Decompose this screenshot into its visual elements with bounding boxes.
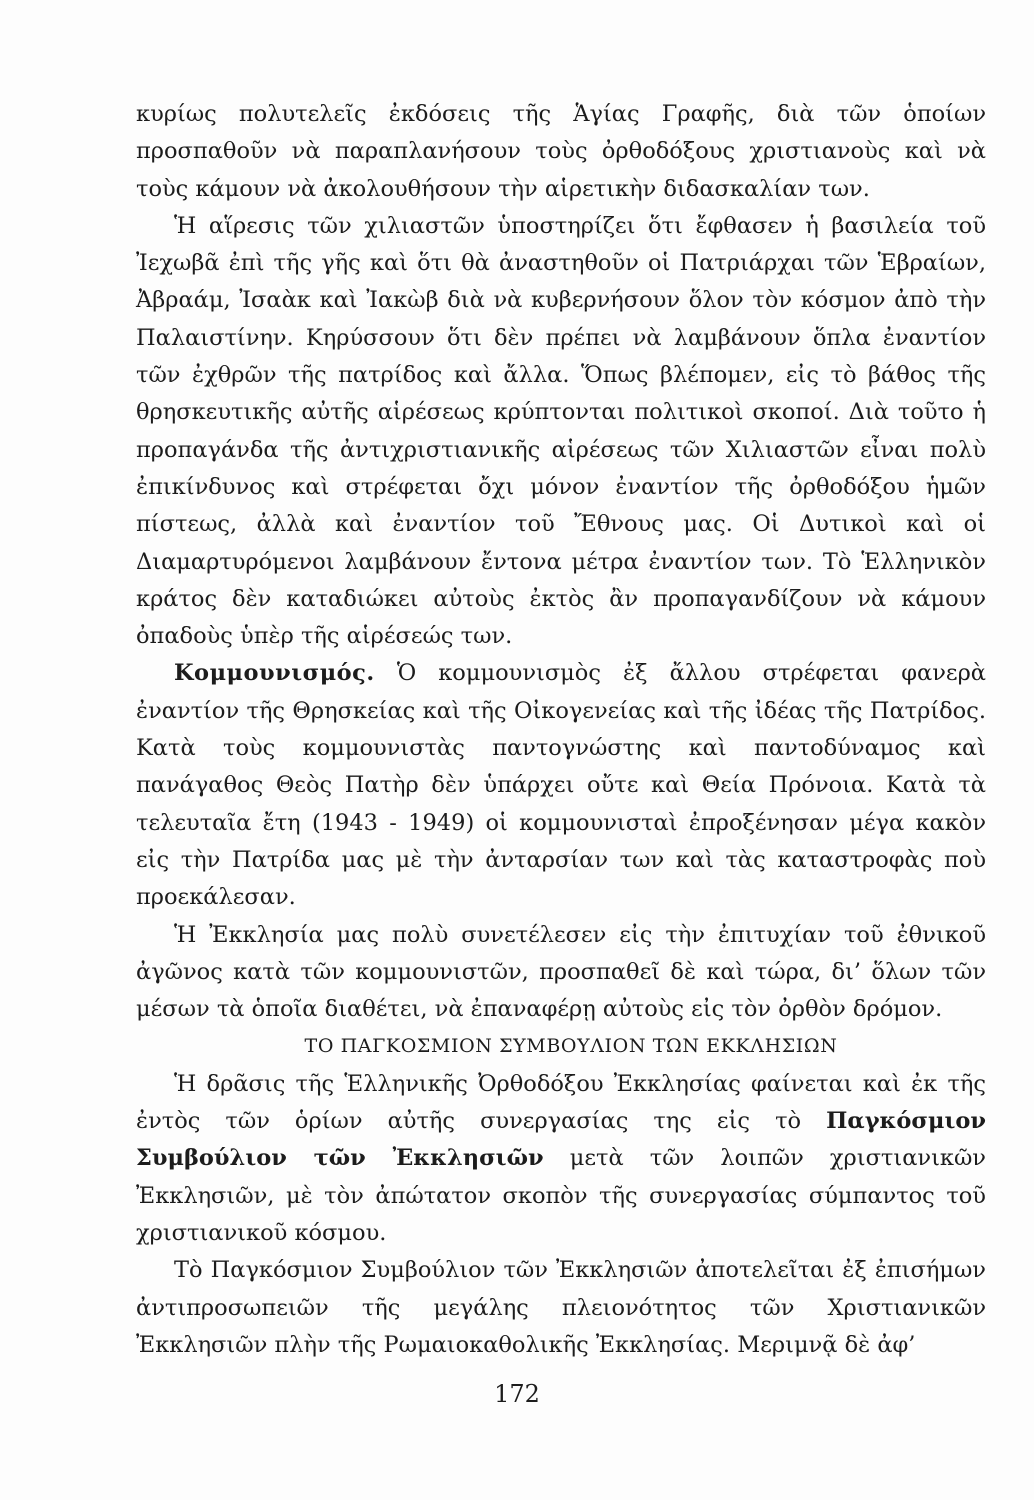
paragraph-3 [136,655,986,916]
paragraph-5-post: μετὰ τῶν λοιπῶν χριστιανικῶν Ἐκκλησιῶν, μὲ τὸν ἀπώτατον σκοπὸν τῆς συνεργασίας σύμπαντος τοῦ χριστιανικοῦ κόσμου. [136,1145,986,1246]
paragraph-5-bold: Παγκόσμιον Συμβούλιον τῶν Ἐκκλησιῶν [136,1108,986,1172]
paragraph-1: κυρίως πολυτελεῖς ἐκδόσεις τῆς Ἁγίας Γραφῆς, διὰ τῶν ὁποίων προσπαθοῦν νὰ παραπλανήσουν τοὺς ὀρθοδόξους χριστιανοὺς καὶ νὰ τοὺς κάμουν νὰ ἀκολουθήσουν τὴν αἱρετικὴν διδασκαλίαν των. [136,101,986,202]
paragraph-6: Τὸ Παγκόσμιον Συμβούλιον τῶν Ἐκκλησιῶν ἀποτελεῖται ἐξ ἐπισήμων ἀντιπροσωπειῶν τῆς μεγάλης πλειονότητος τῶν Χριστιανικῶν Ἐκκλησιῶν πλὴν τῆς Ρωμαιοκαθολικῆς Ἐκκλησίας. Μεριμνᾷ δὲ ἀφ’ [136,1257,986,1358]
paragraph-4: Ἡ Ἐκκλησία μας πολὺ συνετέλεσεν εἰς τὴν ἐπιτυχίαν τοῦ ἐθνικοῦ ἀγῶνος κατὰ τῶν κομμουνιστῶν, προσπαθεῖ δὲ καὶ τώρα, δι’ ὅλων τῶν μέσων τὰ ὁποῖα διαθέτει, νὰ ἐπαναφέρῃ αὐτοὺς εἰς τὸν ὀρθὸν δρόμον. [136,921,986,1023]
paragraph-5 [136,1066,986,1252]
page-number: 172 [494,1380,540,1408]
paragraph-5-pre: Ἡ δρᾶσις τῆς Ἑλληνικῆς Ὀρθοδόξου Ἐκκλησίας φαίνεται καὶ ἐκ τῆς ἐντὸς τῶν ὁρίων αὐτῆς συνεργασίας της εἰς τὸ [136,1070,986,1135]
section-title-communism: Κομμουνισμός. [174,660,375,687]
paragraph-2: Ἡ αἵρεσις τῶν χιλιαστῶν ὑποστηρίζει ὅτι ἔφθασεν ἡ βασιλεία τοῦ Ἰεχωβᾶ ἐπὶ τῆς γῆς καὶ ὅτι θὰ ἀναστηθοῦν οἱ Πατριάρχαι τῶν Ἑβραίων, Ἀβραάμ, Ἰσαὰκ καὶ Ἰακὼβ διὰ νὰ κυβερνήσουν ὅλον τὸν κόσμον ἀπὸ τὴν Παλαιστίνην. Κηρύσσουν ὅτι δὲν πρέπει νὰ λαμβάνουν ὅπλα ἐναντίον τῶν ἐχθρῶν τῆς πατρίδος καὶ ἄλλα. Ὅπως βλέπομεν, εἰς τὸ βάθος τῆς θρησκευτικῆς αὐτῆς αἱρέσεως κρύπτονται πολιτικοὶ σκοποί. Διὰ τοῦτο ἡ προπαγάνδα τῆς ἀντιχριστιανικῆς αἱρέσεως τῶν Χιλιαστῶν εἶναι πολὺ ἐπικίνδυνος καὶ στρέφεται ὄχι μόνον ἐναντίον τῆς ὀρθοδόξου ἡμῶν πίστεως, ἀλλὰ καὶ ἐναντίον τοῦ Ἔθνους μας. Οἱ Δυτικοὶ καὶ οἱ Διαμαρτυρόμενοι λαμβάνουν ἔντονα μέτρα ἐναντίον των. Τὸ Ἑλληνικὸν κράτος δὲν καταδιώκει αὐτοὺς ἐκτὸς ἂν προπαγανδίζουν νὰ κάμουν ὀπαδοὺς ὑπὲρ τῆς αἱρέσεώς των. [136,212,986,650]
paragraph-3-text: Ὁ κομμουνισμὸς ἐξ ἄλλου στρέφεται φανερὰ ἐναντίον τῆς Θρησκείας καὶ τῆς Οἰκογενείας καὶ τῆς ἰδέας τῆς Πατρίδος. Κατὰ τοὺς κομμουνιστὰς παντογνώστης καὶ παντοδύναμος καὶ πανάγαθος Θεὸς Πατὴρ δὲν ὑπάρχει οὔτε καὶ Θεία Πρόνοια. Κατὰ τὰ τελευταῖα ἔτη (1943 - 1949) οἱ κομμουνισταὶ ἐπροξένησαν μέγα κακὸν εἰς τὴν Πατρίδα μας μὲ τὴν ἀνταρσίαν των καὶ τὰς καταστροφὰς ποὺ προεκάλεσαν. [136,660,986,911]
section-heading: ΤΟ ΠΑΓΚΟΣΜΙΟΝ ΣΥΜΒΟΥΛΙΟΝ ΤΩΝ ΕΚΚΛΗΣΙΩΝ [304,1035,838,1058]
body-text [136,96,986,1364]
